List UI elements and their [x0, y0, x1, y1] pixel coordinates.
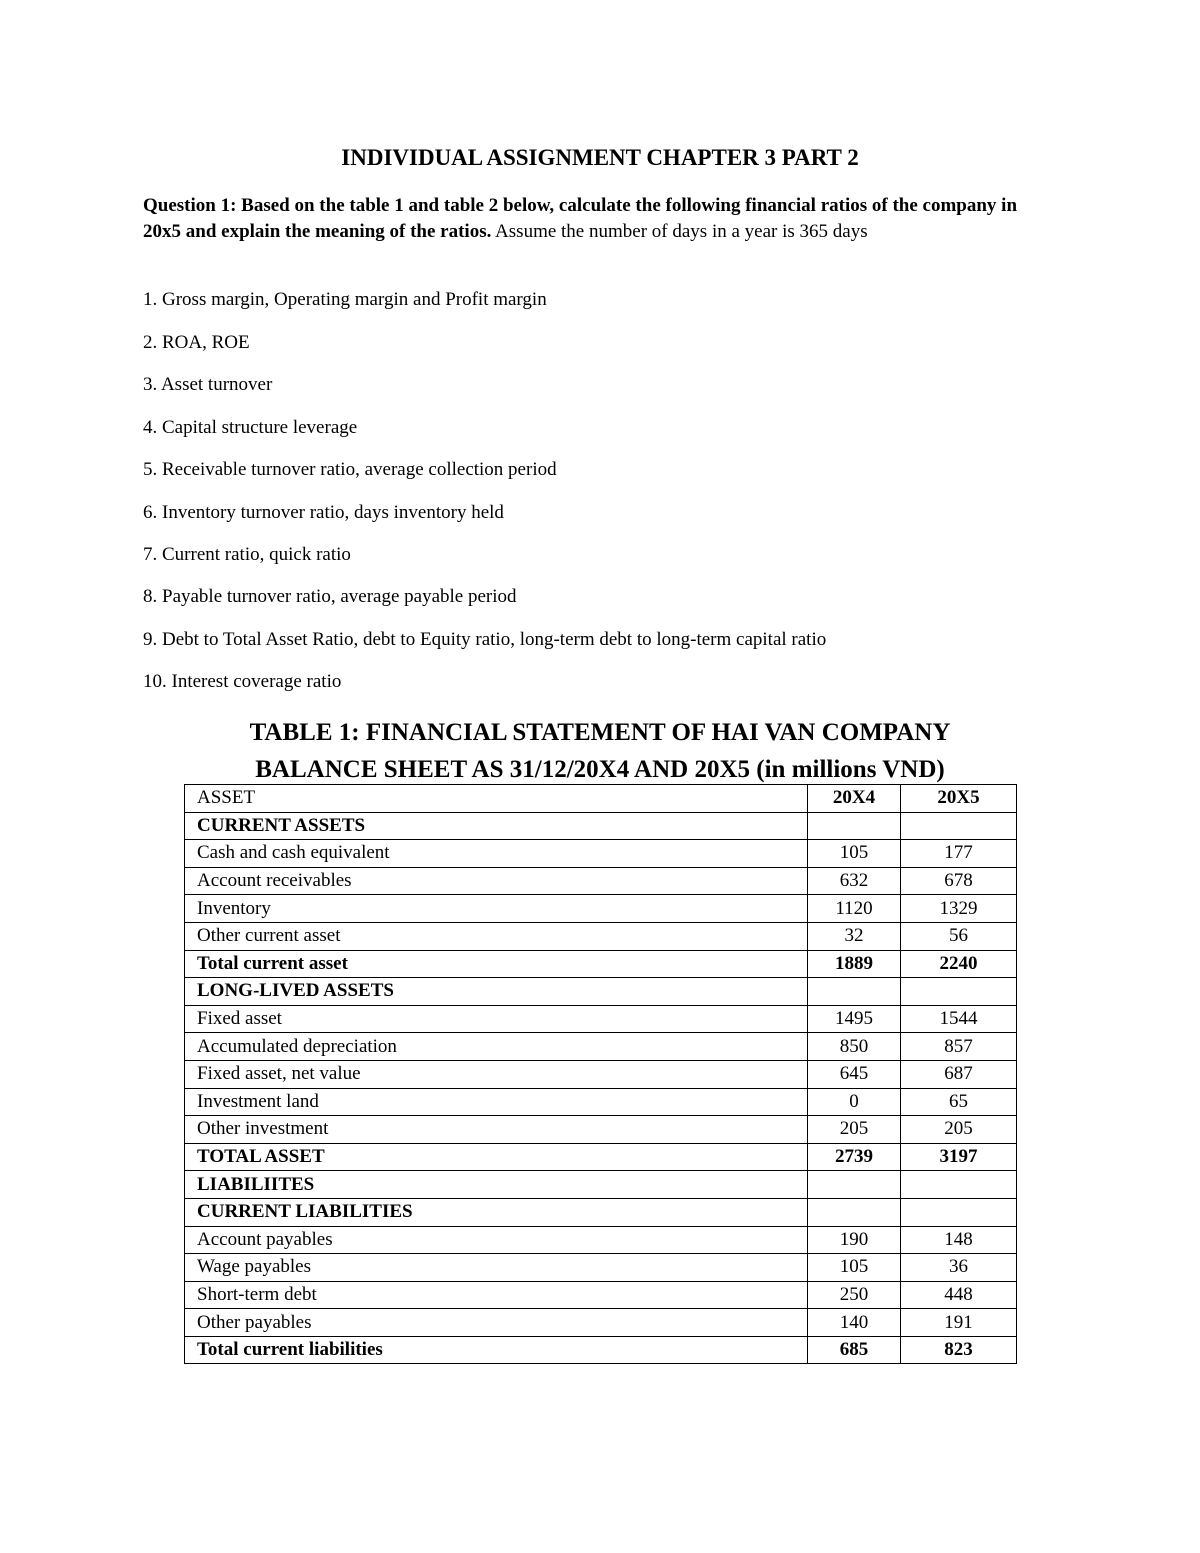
- list-item: 5. Receivable turnover ratio, average collection period: [143, 459, 557, 480]
- table-row: [185, 950, 1017, 978]
- row-label: Other payables: [185, 1309, 808, 1337]
- row-label: Fixed asset: [185, 1005, 808, 1033]
- value-20x4: 645: [808, 1060, 901, 1088]
- value-20x5: 65: [901, 1088, 1017, 1116]
- value-20x4: 1495: [808, 1005, 901, 1033]
- list-item: 3. Asset turnover: [143, 374, 273, 395]
- header-20x4: 20X4: [808, 785, 901, 813]
- value-20x4: 2739: [808, 1143, 901, 1171]
- balance-sheet-table: [184, 784, 1017, 1364]
- row-label: Other current asset: [185, 922, 808, 950]
- row-label: Total current asset: [185, 950, 808, 978]
- value-20x4: 105: [808, 840, 901, 868]
- value-20x5: 687: [901, 1060, 1017, 1088]
- value-20x4: 140: [808, 1309, 901, 1337]
- value-20x4: 190: [808, 1226, 901, 1254]
- header-20x5: 20X5: [901, 785, 1017, 813]
- list-item: 2. ROA, ROE: [143, 332, 250, 353]
- value-20x4: 105: [808, 1254, 901, 1282]
- question-bold: Question 1: Based on the table 1 and table 2 below, calculate the following financial ratios of the company in 20x5 and explain the meaning of the ratios.: [143, 195, 1018, 242]
- value-20x5: [901, 1198, 1017, 1226]
- table-row: [185, 922, 1017, 950]
- table-row: [185, 1171, 1017, 1199]
- list-item: 8. Payable turnover ratio, average payable period: [143, 586, 517, 607]
- value-20x5: 191: [901, 1309, 1017, 1337]
- row-label: CURRENT ASSETS: [185, 812, 808, 840]
- value-20x4: [808, 1171, 901, 1199]
- table-row: [185, 895, 1017, 923]
- value-20x4: [808, 812, 901, 840]
- value-20x5: [901, 812, 1017, 840]
- table-row: [185, 1281, 1017, 1309]
- table-title-line-1: TABLE 1: FINANCIAL STATEMENT OF HAI VAN COMPANY: [249, 719, 951, 746]
- list-item: 7. Current ratio, quick ratio: [143, 544, 351, 565]
- value-20x4: 1889: [808, 950, 901, 978]
- value-20x5: 3197: [901, 1143, 1017, 1171]
- table-row: [185, 1254, 1017, 1282]
- table-row: [185, 1198, 1017, 1226]
- list-item: 10. Interest coverage ratio: [143, 671, 342, 692]
- list-item: 9. Debt to Total Asset Ratio, debt to Equity ratio, long-term debt to long-term capital ratio: [143, 629, 827, 650]
- list-item: 1. Gross margin, Operating margin and Profit margin: [143, 289, 547, 310]
- value-20x5: 148: [901, 1226, 1017, 1254]
- value-20x4: [808, 978, 901, 1006]
- row-label: Cash and cash equivalent: [185, 840, 808, 868]
- table-row: [185, 1116, 1017, 1144]
- row-label: TOTAL ASSET: [185, 1143, 808, 1171]
- value-20x5: 678: [901, 867, 1017, 895]
- value-20x5: 205: [901, 1116, 1017, 1144]
- table-row: [185, 1336, 1017, 1364]
- table-header-row: [185, 785, 1017, 813]
- row-label: Account receivables: [185, 867, 808, 895]
- value-20x4: 1120: [808, 895, 901, 923]
- question-text: [143, 193, 1043, 245]
- value-20x5: 36: [901, 1254, 1017, 1282]
- table-row: [185, 1060, 1017, 1088]
- header-asset: ASSET: [185, 785, 808, 813]
- row-label: Wage payables: [185, 1254, 808, 1282]
- table-row: [185, 867, 1017, 895]
- row-label: Account payables: [185, 1226, 808, 1254]
- value-20x4: 685: [808, 1336, 901, 1364]
- table-row: [185, 1033, 1017, 1061]
- value-20x5: 56: [901, 922, 1017, 950]
- row-label: Inventory: [185, 895, 808, 923]
- row-label: LIABILIITES: [185, 1171, 808, 1199]
- table-row: [185, 1005, 1017, 1033]
- row-label: Other investment: [185, 1116, 808, 1144]
- row-label: CURRENT LIABILITIES: [185, 1198, 808, 1226]
- table-row: [185, 1143, 1017, 1171]
- row-label: Accumulated depreciation: [185, 1033, 808, 1061]
- value-20x4: 32: [808, 922, 901, 950]
- row-label: Short-term debt: [185, 1281, 808, 1309]
- value-20x5: 857: [901, 1033, 1017, 1061]
- table-row: [185, 1088, 1017, 1116]
- value-20x5: [901, 1171, 1017, 1199]
- list-item: 4. Capital structure leverage: [143, 417, 358, 438]
- value-20x4: 632: [808, 867, 901, 895]
- table-title-line-2: BALANCE SHEET AS 31/12/20X4 AND 20X5 (in millions VND): [255, 756, 945, 783]
- value-20x5: 177: [901, 840, 1017, 868]
- page-title: INDIVIDUAL ASSIGNMENT CHAPTER 3 PART 2: [341, 145, 859, 170]
- list-item: 6. Inventory turnover ratio, days inventory held: [143, 502, 504, 523]
- row-label: Investment land: [185, 1088, 808, 1116]
- value-20x4: 0: [808, 1088, 901, 1116]
- value-20x5: 1544: [901, 1005, 1017, 1033]
- row-label: Total current liabilities: [185, 1336, 808, 1364]
- row-label: LONG-LIVED ASSETS: [185, 978, 808, 1006]
- row-label: Fixed asset, net value: [185, 1060, 808, 1088]
- value-20x4: 250: [808, 1281, 901, 1309]
- table-row: [185, 840, 1017, 868]
- table-row: [185, 1226, 1017, 1254]
- value-20x4: 850: [808, 1033, 901, 1061]
- table-row: [185, 978, 1017, 1006]
- table-row: [185, 1309, 1017, 1337]
- value-20x5: 448: [901, 1281, 1017, 1309]
- value-20x4: [808, 1198, 901, 1226]
- table-row: [185, 812, 1017, 840]
- value-20x5: 1329: [901, 895, 1017, 923]
- value-20x5: 2240: [901, 950, 1017, 978]
- question-normal: Assume the number of days in a year is 365 days: [491, 221, 868, 242]
- value-20x5: 823: [901, 1336, 1017, 1364]
- value-20x4: 205: [808, 1116, 901, 1144]
- value-20x5: [901, 978, 1017, 1006]
